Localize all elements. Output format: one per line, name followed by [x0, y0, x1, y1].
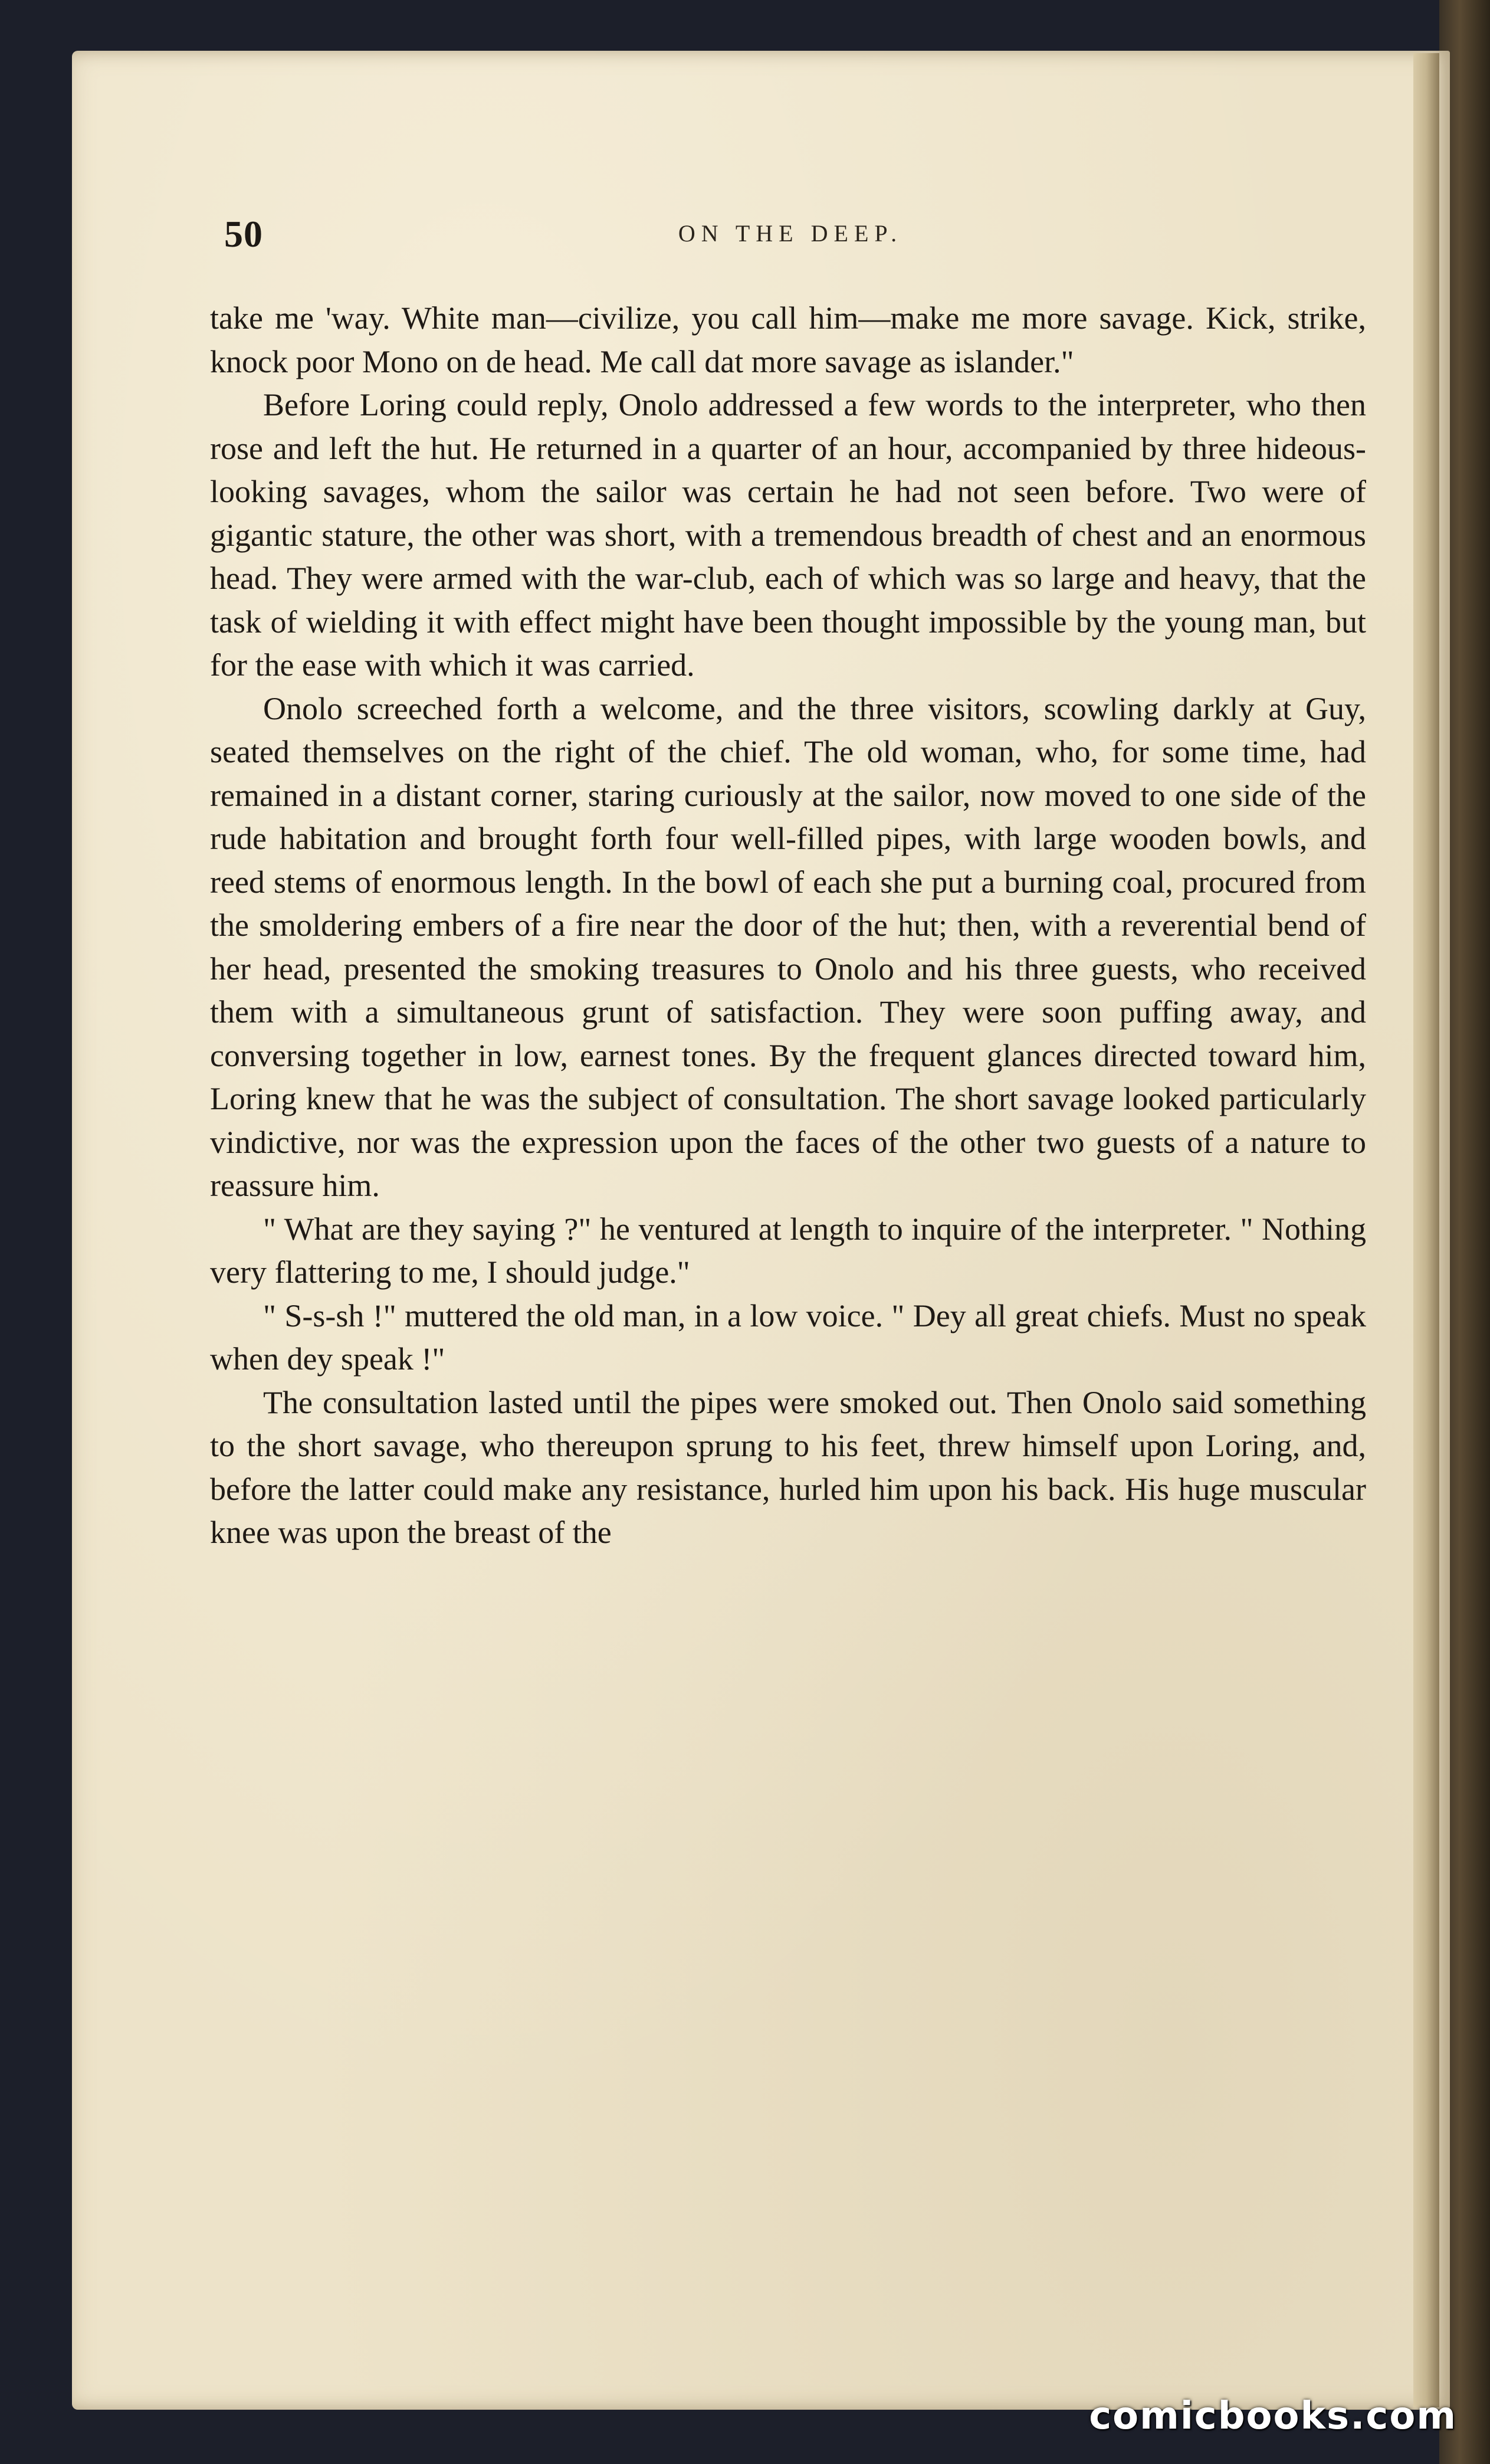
paragraph: take me 'way. White man—civilize, you call him—make me more savage. Kick, strike, knock poor Mono on de head. Me call dat more savage as islander." — [210, 300, 1366, 379]
paragraph: The consultation lasted until the pipes were smoked out. Then Onolo said something to the short savage, who thereupon sprung to his feet, threw himself upon Loring, and, before the latter could make any resistance, hurled him upon his back. His huge muscular knee was upon the breast of the — [210, 1384, 1366, 1550]
paragraph: " What are they saying ?" he ventured at length to inquire of the interpreter. " Nothing very flattering to me, I should judge." — [210, 1211, 1366, 1290]
page-header — [224, 212, 1357, 266]
paragraph: " S-s-sh !" muttered the old man, in a low voice. " Dey all great chiefs. Must no speak when dey speak !" — [210, 1297, 1366, 1377]
watermark: comicbooks.com — [1089, 2394, 1457, 2438]
page-edge — [1413, 53, 1439, 2407]
page-number: 50 — [224, 213, 263, 255]
running-head: ON THE DEEP. — [678, 220, 903, 247]
paragraph: Before Loring could reply, Onolo addressed a few words to the interpreter, who then rose and left the hut. He returned in a quarter of an hour, accompanied by three hideous-looking savages, whom the sailor was certain he had not seen before. Two were of gigantic stature, the other was short, with a tremendous breadth of chest and an enormous head. They were armed with the war-club, each of which was so large and heavy, that the task of wielding it with effect might have been thought impossible by the young man, but for the ease with which it was carried. — [210, 387, 1366, 683]
body-text — [210, 297, 1366, 1555]
paragraph: Onolo screeched forth a welcome, and the three visitors, scowling darkly at Guy, seated themselves on the right of the chief. The old woman, who, for some time, had remained in a distant corner, staring curiously at the sailor, now moved to one side of the rude habitation and brought forth four well-filled pipes, with large wooden bowls, and reed stems of enormous length. In the bowl of each she put a burning coal, procured from the smoldering embers of a fire near the door of the hut; then, with a reverential bend of her head, presented the smoking treasures to Onolo and his three guests, who received them with a simultaneous grunt of satisfaction. They were soon puffing away, and conversing together in low, earnest tones. By the frequent glances directed toward him, Loring knew that he was the subject of consultation. The short savage looked particularly vindictive, nor was the expression upon the faces of the other two guests of a nature to reassure him. — [210, 690, 1366, 1203]
